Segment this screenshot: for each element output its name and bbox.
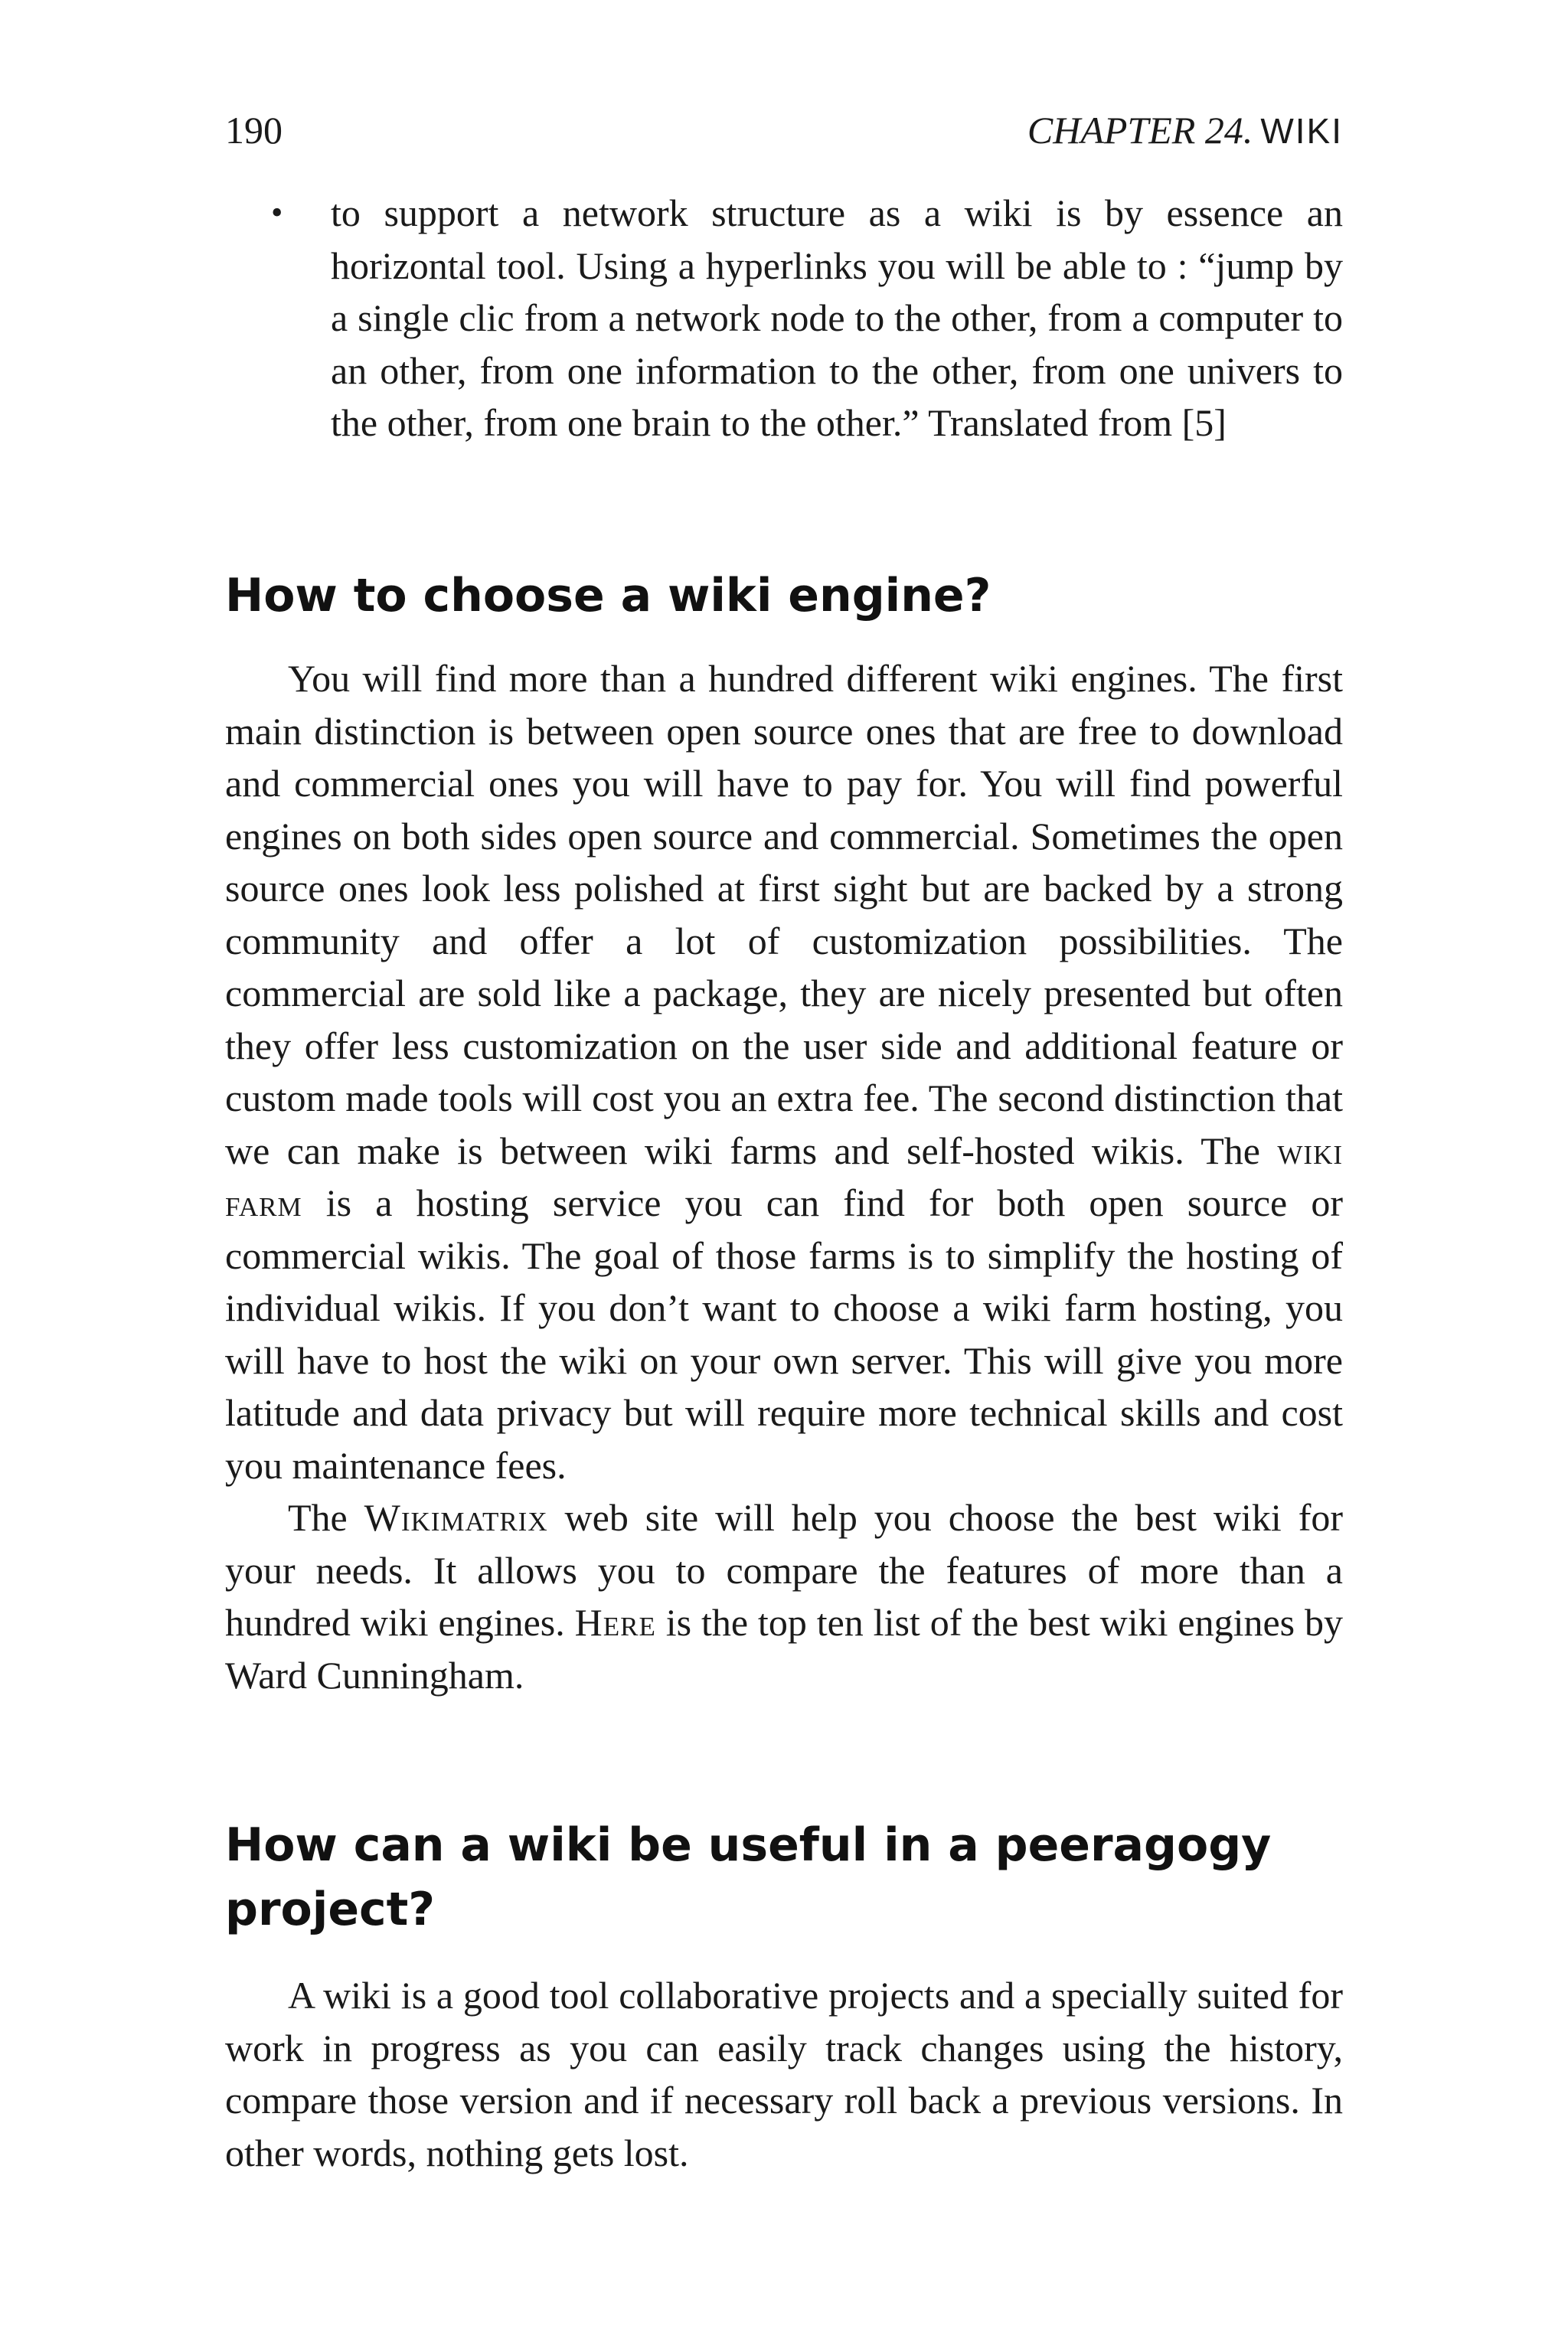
wikimatrix-link[interactable]: Wikimatrix — [364, 1496, 548, 1539]
chapter-name: WIKI — [1260, 111, 1343, 151]
paragraph — [225, 652, 1343, 1491]
paragraph-text: is a hosting service you can find for both open source or commercial wikis. The goal of those farms is to simplify the hosting of individual wikis. If you don’t want to choose a wiki farm hosting, you will have to host the wiki on your own server. This will give you more latitude and data privacy but will require more technical skills and cost you maintenance fees. — [225, 1181, 1343, 1487]
section-body-choose-engine — [225, 652, 1343, 1701]
section-heading-choose-engine: How to choose a wiki engine? — [225, 569, 991, 622]
paragraph-text: The — [288, 1496, 348, 1539]
paragraph-text: web site will help you choose the best wiki for your needs. It allows you to compare the features of more than a hundred wiki engines. — [225, 1496, 1344, 1644]
bullet-icon: • — [271, 194, 283, 231]
paragraph-text: is the top ten list of the best wiki engines by Ward Cunningham. — [225, 1601, 1344, 1697]
chapter-label: CHAPTER 24. — [1027, 109, 1253, 152]
term-wiki-farm: wiki farm — [225, 1129, 1344, 1224]
chapter-title — [1027, 107, 1343, 154]
paragraph: A wiki is a good tool collaborative projects and a specially suited for work in progress as you can easily track changes using the history, compare those version and if necessary roll back a previous versions. In other words, nothing gets lost. — [225, 1974, 1343, 2174]
here-link[interactable]: Here — [574, 1601, 656, 1644]
book-page — [225, 0, 1343, 2352]
bullet-list-item — [271, 187, 1343, 449]
page-number: 190 — [225, 109, 283, 152]
paragraph-text: You will find more than a hundred different wiki engines. The first main distinction is between open source ones that are free to download and commercial ones you will have to pay for. You will find powerful engines on both sides open source and commercial. Sometimes the open source ones look less polished at first sight but are backed by a strong community and offer a lot of customization possibilities. The commercial are sold like a package, they are nicely presented but often they offer less customization on the user side and additional feature or custom made tools will cost you an extra fee. The second distinction that we can make is between wiki farms and self-hosted wikis. The — [225, 657, 1343, 1172]
running-header — [225, 107, 1343, 154]
section-heading-wiki-useful: How can a wiki be useful in a peeragogy project? — [225, 1818, 1272, 1936]
section-body-wiki-useful — [225, 1969, 1343, 2179]
paragraph — [225, 1491, 1343, 1701]
bullet-text: to support a network structure as a wiki is by essence an horizontal tool. Using a hyperlinks you will be able to : “jump by a single clic from a network node to the other, from a computer to an other, from one information to the other, from one univers to the other, from one brain to the other.” Translated from [5] — [331, 191, 1343, 444]
